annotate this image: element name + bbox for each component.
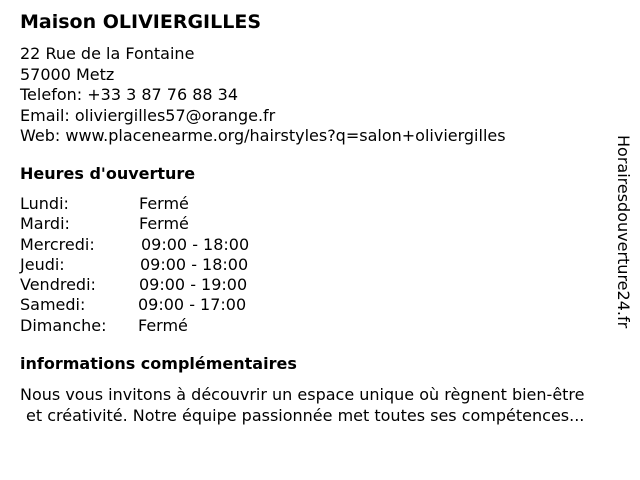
contact-block — [20, 44, 506, 147]
hours-row-monday — [20, 194, 320, 214]
additional-info-heading: informations complémentaires — [20, 354, 297, 373]
hours-value: 09:00 - 17:00 — [138, 295, 247, 315]
hours-row-wednesday — [20, 235, 320, 255]
hours-day: Mardi: — [20, 214, 70, 234]
email-address: Email: oliviergilles57@orange.fr — [20, 105, 276, 125]
hours-row-friday — [20, 275, 320, 295]
address-city: 57000 Metz — [20, 64, 115, 84]
hours-day: Mercredi: — [20, 234, 95, 254]
hours-row-saturday — [20, 295, 320, 315]
address-street: 22 Rue de la Fontaine — [20, 44, 195, 63]
description-line-2: et créativité. Notre équipe passionnée met toutes ses compétences... — [26, 406, 585, 425]
opening-hours-table — [20, 194, 320, 336]
hours-row-thursday — [20, 255, 320, 275]
hours-day: Samedi: — [20, 295, 86, 315]
hours-row-tuesday — [20, 214, 320, 234]
hours-day: Dimanche: — [20, 315, 107, 335]
hours-value: 09:00 - 18:00 — [140, 254, 249, 274]
hours-day: Jeudi: — [20, 254, 65, 274]
hours-day: Vendredi: — [20, 275, 96, 295]
description-text — [20, 384, 585, 426]
description-line-1: Nous vous invitons à découvrir un espace unique où règnent bien-être — [20, 385, 585, 404]
opening-hours-heading: Heures d'ouverture — [20, 164, 196, 183]
business-name: Maison OLIVIERGILLES — [20, 11, 261, 33]
hours-value: Fermé — [139, 194, 189, 213]
site-watermark: Horairesdouverture24.fr — [614, 135, 633, 329]
hours-value: Fermé — [139, 214, 189, 234]
hours-day: Lundi: — [20, 194, 69, 213]
hours-row-sunday — [20, 316, 320, 336]
phone-number: Telefon: +33 3 87 76 88 34 — [20, 85, 239, 104]
hours-value: 09:00 - 19:00 — [139, 275, 248, 295]
hours-value: Fermé — [138, 315, 188, 335]
website-url: Web: www.placenearme.org/hairstyles?q=salon+oliviergilles — [20, 126, 506, 145]
hours-value: 09:00 - 18:00 — [141, 234, 250, 254]
